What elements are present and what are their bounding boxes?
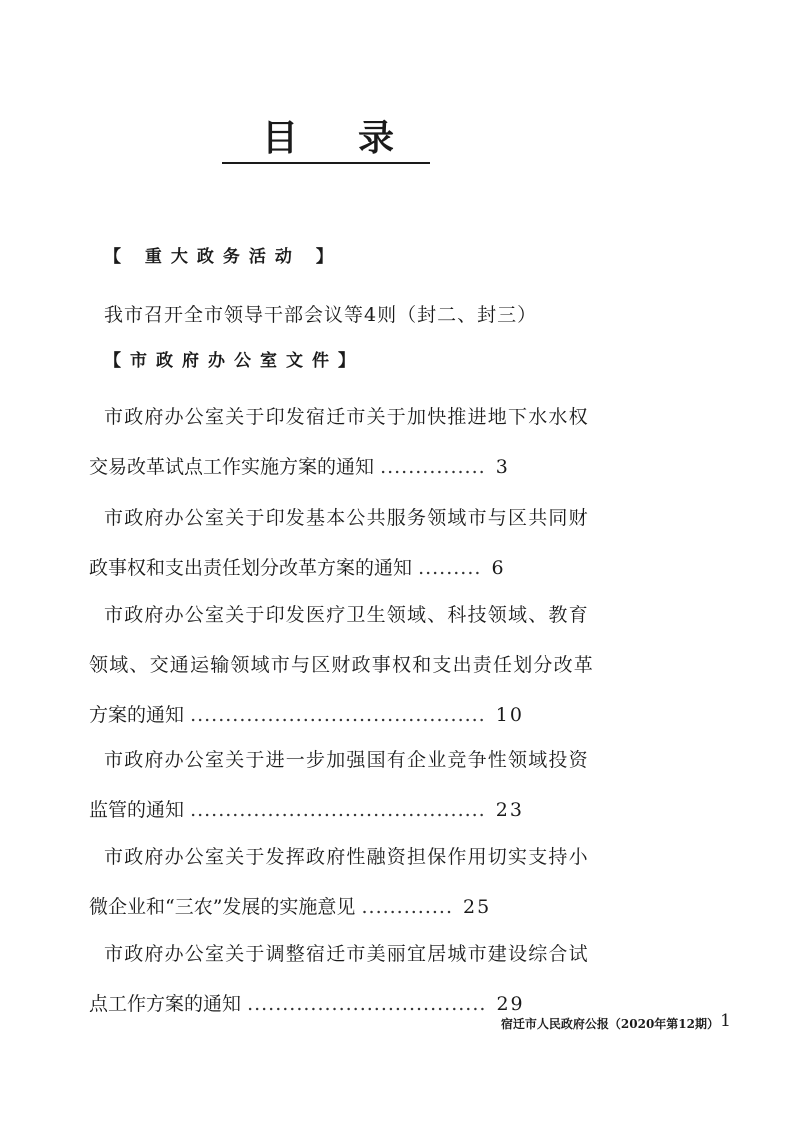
toc-page-number: 29 [496, 993, 525, 1015]
toc-entry-title-line-last [89, 543, 607, 593]
toc-entry-title-line: 市政府办公室关于发挥政府性融资担保作用切实支持小 [104, 846, 589, 868]
toc-entry[interactable] [89, 493, 607, 593]
toc-entry-title-line: 市政府办公室关于印发基本公共服务领域市与区共同财 [104, 507, 589, 529]
toc-entry[interactable] [89, 590, 607, 740]
toc-leader-dots: .......................................... [190, 799, 486, 821]
page-title-char-2: 录 [358, 118, 395, 159]
toc-entry-title-line: 市政府办公室关于进一步加强国有企业竞争性领域投资 [104, 749, 589, 771]
toc-entry-title-text: 交易改革试点工作实施方案的通知 [89, 456, 375, 478]
toc-entry-title-line-last [89, 442, 607, 492]
toc-entry[interactable] [89, 832, 607, 932]
toc-item-leaders-meeting[interactable]: 我市召开全市领导干部会议等4则（封二、封三） [104, 304, 538, 326]
toc-entry-title-text: 点工作方案的通知 [89, 993, 242, 1015]
toc-leader-dots: ............. [361, 896, 453, 918]
footer-publication-name: 宿迁市人民政府公报（2020年第12期） [500, 1017, 719, 1031]
toc-page-number: 23 [495, 799, 524, 821]
section-header-major-activities: 【 重大政务活动 】 [104, 247, 342, 267]
toc-entry-title-text: 政事权和支出责任划分改革方案的通知 [89, 557, 413, 579]
toc-page-number: 3 [495, 456, 510, 478]
toc-entry-title-line-last [89, 882, 607, 932]
toc-entry[interactable] [89, 735, 607, 835]
toc-page-number: 25 [463, 896, 492, 918]
toc-page-number: 10 [495, 704, 524, 726]
section-header-office-documents: 【市政府办公室文件】 [104, 351, 364, 371]
toc-entry-title-line-last [89, 690, 607, 740]
toc-entry-title-line: 市政府办公室关于调整宿迁市美丽宜居城市建设综合试 [104, 943, 589, 965]
toc-leader-dots: .................................. [247, 993, 487, 1015]
toc-entry-title-line-last [89, 785, 607, 835]
toc-page-number: 6 [491, 557, 506, 579]
toc-entry[interactable] [89, 392, 607, 492]
page-title [222, 116, 430, 164]
toc-entry-title-line: 领域、交通运输领域市与区财政事权和支出责任划分改革 [89, 654, 595, 676]
toc-leader-dots: .......................................... [190, 704, 486, 726]
toc-leader-dots: ......... [418, 557, 482, 579]
page-title-char-1: 目 [262, 118, 299, 159]
toc-entry-title-text: 微企业和“三农”发展的实施意见 [89, 896, 356, 918]
toc-entry-title-text: 监管的通知 [89, 799, 185, 821]
toc-entry-title-text: 方案的通知 [89, 704, 185, 726]
toc-entry-title-line: 市政府办公室关于印发宿迁市关于加快推进地下水水权 [104, 406, 589, 428]
toc-entry-title-line: 市政府办公室关于印发医疗卫生领域、科技领域、教育 [104, 604, 589, 626]
toc-entry[interactable] [89, 929, 607, 1029]
footer-page-number: 1 [720, 1011, 731, 1031]
toc-leader-dots: ............... [380, 456, 486, 478]
